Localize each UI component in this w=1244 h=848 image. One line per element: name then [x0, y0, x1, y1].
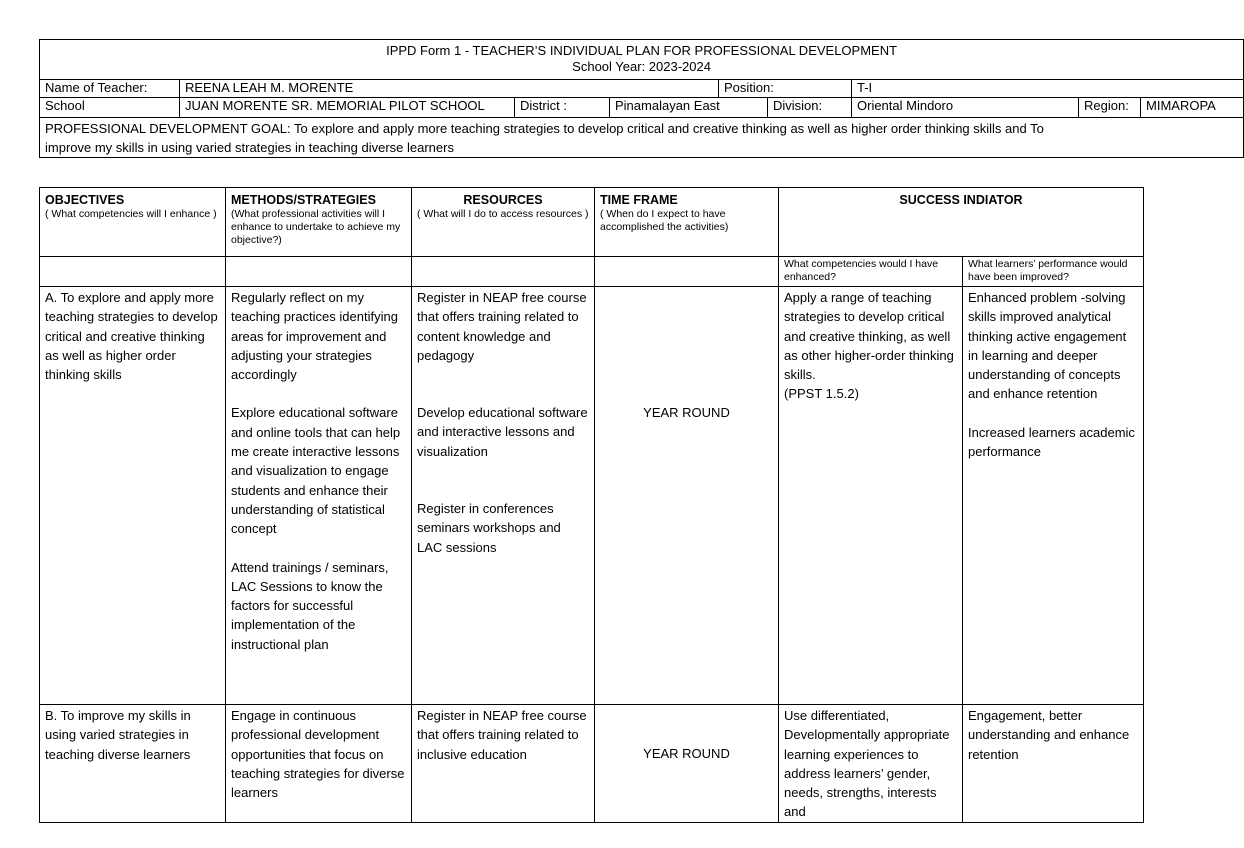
methods-title: METHODS/STRATEGIES: [231, 193, 376, 207]
plan-table: [39, 187, 1144, 823]
methods-header: [226, 188, 412, 257]
method-item: Explore educational software and online tools that can help me create interactive lessons and visualization to engage students and enhance their understanding of statistical concept: [231, 405, 401, 537]
region-value: MIMAROPA: [1141, 98, 1244, 118]
performance-cell: [963, 705, 1144, 823]
resource-item: Register in conferences seminars workshops and LAC sessions: [417, 501, 561, 555]
position-value: T-I: [852, 80, 1244, 98]
objectives-header: [40, 188, 226, 257]
school-value: JUAN MORENTE SR. MEMORIAL PILOT SCHOOL: [180, 98, 515, 118]
methods-cell: [226, 287, 412, 705]
performance-item: Enhanced problem -solving skills improved analytical thinking active engagement in learning and deeper understanding of concepts and enhance retention: [968, 290, 1127, 402]
name-label: Name of Teacher:: [40, 80, 180, 98]
competency-code: (PPST 1.5.2): [784, 386, 859, 402]
objective-cell: B. To improve my skills in using varied strategies in teaching diverse learners: [40, 705, 226, 823]
methods-subtitle: (What professional activities will I enhance to undertake to achieve my objective?): [231, 208, 401, 246]
division-label: Division:: [768, 98, 852, 118]
empty-cell: [226, 257, 412, 287]
form-title: IPPD Form 1 - TEACHER’S INDIVIDUAL PLAN FOR PROFESSIONAL DEVELOPMENT: [386, 43, 898, 58]
performance-cell: [963, 287, 1144, 705]
district-value: Pinamalayan East: [610, 98, 768, 118]
objectives-title: OBJECTIVES: [45, 193, 125, 207]
competency-text: Apply a range of teaching strategies to develop critical and creative thinking, as well as other higher-order thinking skills.: [784, 290, 954, 383]
school-year: School Year: 2023-2024: [572, 59, 711, 74]
resources-cell: [412, 705, 595, 823]
header-table: [39, 39, 1244, 158]
competencies-cell: [779, 287, 963, 705]
competency-text: Use differentiated, Developmentally appropriate learning experiences to address learners’ gender, needs, strengths, interests and: [784, 708, 950, 820]
school-label: School: [40, 98, 180, 118]
resources-header: [412, 188, 595, 257]
region-label: Region:: [1079, 98, 1141, 118]
performance-subheader: What learners’ performance would have been improved?: [963, 257, 1144, 287]
table-row: [40, 287, 1144, 705]
position-label: Position:: [719, 80, 852, 98]
timeframe-cell: [595, 705, 779, 823]
table-row: [40, 705, 1144, 823]
resources-subtitle: ( What will I do to access resources ): [417, 208, 589, 220]
timeframe-title: TIME FRAME: [600, 193, 678, 207]
name-value: REENA LEAH M. MORENTE: [180, 80, 719, 98]
division-value: Oriental Mindoro: [852, 98, 1079, 118]
empty-cell: [595, 257, 779, 287]
timeframe-value: YEAR ROUND: [643, 746, 730, 761]
district-label: District :: [515, 98, 610, 118]
resources-title: RESOURCES: [463, 193, 543, 207]
timeframe-cell: [595, 287, 779, 705]
competencies-cell: [779, 705, 963, 823]
form-title-cell: [40, 40, 1244, 80]
success-title: SUCCESS INDIATOR: [899, 193, 1023, 207]
performance-item: Increased learners academic performance: [968, 424, 1135, 460]
resource-item: Develop educational software and interactive lessons and visualization: [417, 405, 588, 459]
goal-line-1: PROFESSIONAL DEVELOPMENT GOAL: To explore and apply more teaching strategies to develop critical and creative thinking as well as higher order thinking skills and To: [45, 121, 1044, 136]
timeframe-value: YEAR ROUND: [643, 405, 730, 420]
resources-cell: [412, 287, 595, 705]
methods-cell: [226, 705, 412, 823]
objectives-subtitle: ( What competencies will I enhance ): [45, 208, 217, 220]
resource-item: Register in NEAP free course that offers training related to inclusive education: [417, 708, 587, 762]
goal-line-2: improve my skills in using varied strategies in teaching diverse learners: [45, 140, 454, 155]
resource-item: Register in NEAP free course that offers training related to content knowledge and pedagogy: [417, 290, 587, 363]
empty-cell: [412, 257, 595, 287]
performance-item: Engagement, better understanding and enhance retention: [968, 708, 1130, 762]
method-item: Engage in continuous professional development opportunities that focus on teaching strategies for diverse learners: [231, 708, 405, 801]
method-item: Regularly reflect on my teaching practices identifying areas for improvement and adjusting your strategies accordingly: [231, 290, 398, 383]
competencies-subheader: What competencies would I have enhanced?: [779, 257, 963, 287]
timeframe-header: [595, 188, 779, 257]
empty-cell: [40, 257, 226, 287]
objective-cell: A. To explore and apply more teaching strategies to develop critical and creative thinking as well as higher order thinking skills: [40, 287, 226, 705]
success-header: [779, 188, 1144, 257]
goal-cell: [40, 118, 1244, 158]
method-item: Attend trainings / seminars, LAC Sessions to know the factors for successful implementation of the instructional plan: [231, 559, 389, 652]
timeframe-subtitle: ( When do I expect to have accomplished the activities): [600, 208, 729, 233]
